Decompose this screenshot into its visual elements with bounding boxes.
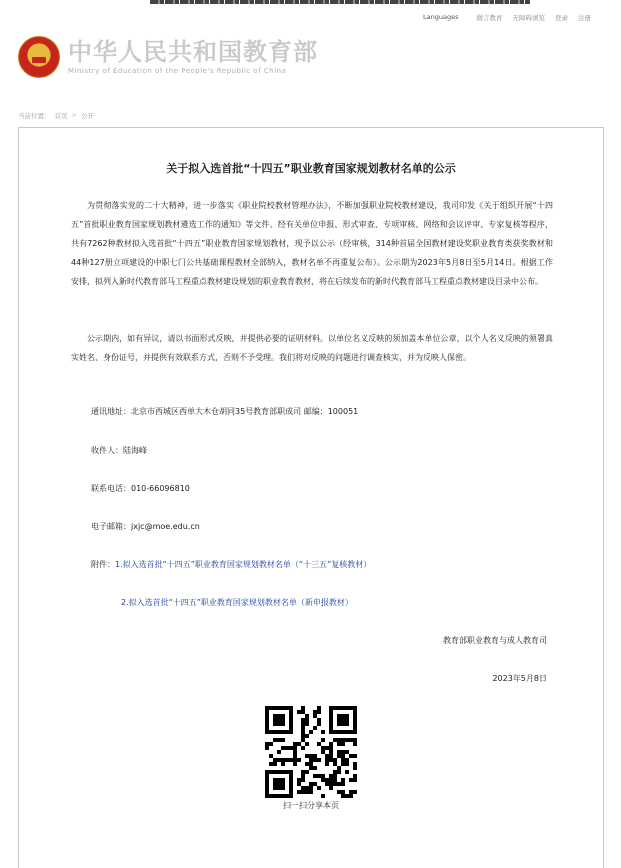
contact-recipient: 收件人：陆海峰 bbox=[91, 446, 147, 455]
breadcrumb-prefix: 当前位置： bbox=[18, 112, 51, 120]
signature-department: 教育部职业教育与成人教育司 bbox=[443, 636, 547, 645]
register-link[interactable]: 注册 bbox=[578, 14, 591, 22]
contact-address: 通讯地址：北京市西城区西单大木仓胡同35号教育部职成司 邮编：100051 bbox=[91, 407, 359, 416]
top-bar-remnant bbox=[150, 0, 530, 4]
contact-phone: 联系电话：010-66096810 bbox=[91, 484, 190, 493]
attachment-row-1 bbox=[91, 559, 371, 570]
contact-email: 电子邮箱：jxjc@moe.edu.cn bbox=[91, 522, 200, 531]
attachment-label: 附件： bbox=[91, 560, 115, 569]
article-container bbox=[18, 127, 604, 868]
breadcrumb bbox=[18, 111, 94, 120]
weiyan-link[interactable]: 微言教育 bbox=[476, 14, 503, 22]
article-title: 关于拟入选首批“十四五”职业教育国家规划教材名单的公示 bbox=[166, 162, 456, 175]
logo-chinese: 中华人民共和国教育部 bbox=[68, 37, 318, 66]
logo-text bbox=[68, 39, 318, 75]
attachment-row-2 bbox=[121, 597, 353, 608]
attachment-1-link[interactable]: 1.拟入选首批“十四五”职业教育国家规划教材名单（“十三五”复核教材） bbox=[115, 560, 372, 569]
breadcrumb-current[interactable]: 公开 bbox=[80, 112, 94, 120]
qr-code-icon bbox=[265, 706, 357, 798]
top-links bbox=[423, 13, 591, 22]
share-caption: 扫一扫分享本页 bbox=[283, 801, 339, 810]
breadcrumb-home[interactable]: 首页 bbox=[54, 112, 68, 120]
article-paragraph-1: 为贯彻落实党的二十大精神，进一步落实《职业院校教材管理办法》，不断加强职业院校教材建设，我司印发《关于组织开展“十四五”首批职业教育国家规划教材遴选工作的通知》等文件。经有关单位申报、形式审查、专项审核、网络和会议评审、专家复核等程序，共有7262种教材拟入选首批“十四五”职业教育国家规划教材，现予以公示（经审核，314种首届全国教材建设奖职业教育类获奖教材和44种127册立项建设的中职七门公共基础课程教材全部纳入，教材名单不再重复公布）。公示期为2023年5月8日至5月14日。根据工作安排，拟列入新时代教育部马工程重点教材建设规划的职业教育教材，将在后续发布的新时代教育部马工程重点教材建设目录中公布。 bbox=[71, 201, 553, 286]
attachment-2-link[interactable]: 2.拟入选首批“十四五”职业教育国家规划教材名单（新申报教材） bbox=[121, 598, 353, 607]
national-emblem-icon bbox=[18, 36, 60, 78]
breadcrumb-separator: > bbox=[71, 111, 77, 119]
signature-date: 2023年5月8日 bbox=[492, 674, 547, 683]
login-link[interactable]: 登录 bbox=[555, 14, 568, 22]
logo-english: Ministry of Education of the People's Republic of China bbox=[68, 67, 287, 75]
accessibility-link[interactable]: 无障碍浏览 bbox=[512, 14, 545, 22]
top-bar-cut bbox=[0, 0, 621, 6]
languages-link[interactable]: Languages bbox=[423, 13, 459, 21]
article-paragraph-2: 公示期内，如有异议，请以书面形式反映，并提供必要的证明材料。以单位名义反映的须加盖本单位公章，以个人名义反映的须署真实姓名、身份证号，并提供有效联系方式，否则不予受理。我们将对反映的问题进行调查核实，并为反映人保密。 bbox=[71, 334, 553, 362]
site-logo[interactable] bbox=[18, 34, 318, 80]
